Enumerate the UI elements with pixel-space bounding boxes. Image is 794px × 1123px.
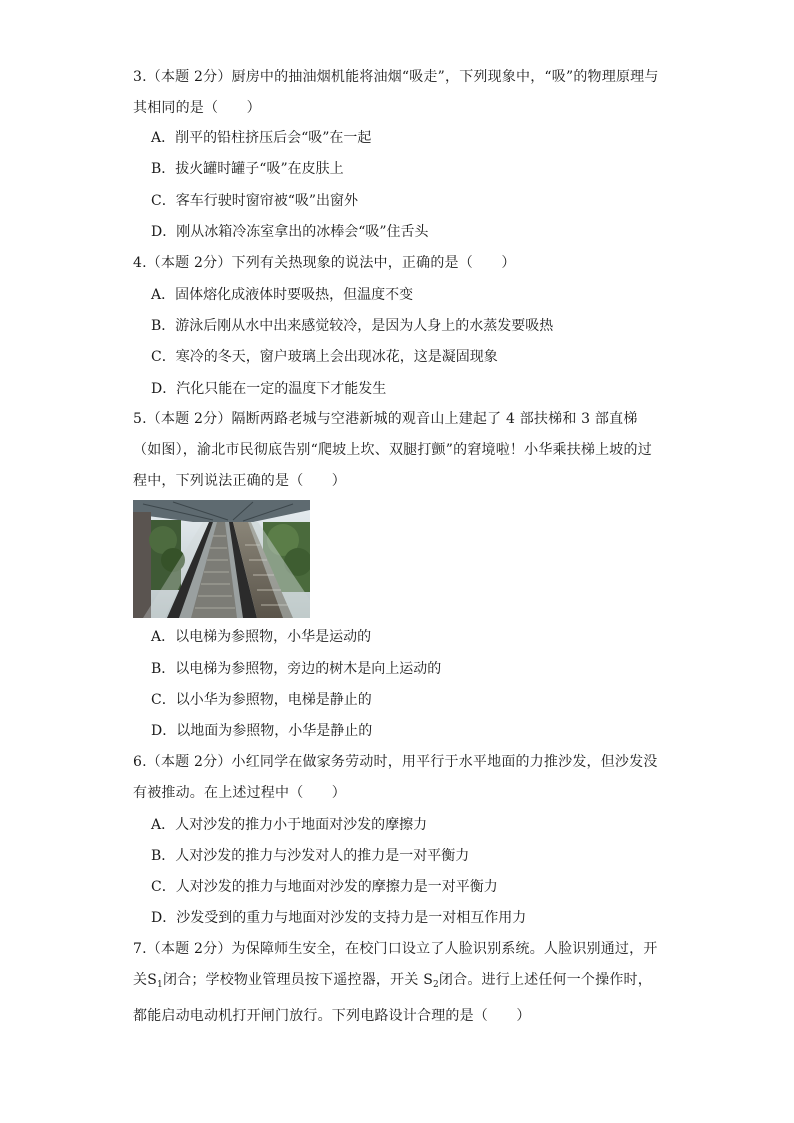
question-3-option-b: B．拔火罐时罐子“吸”在皮肤上 (151, 161, 344, 177)
question-5-option-a: A．以电梯为参照物，小华是运动的 (151, 629, 372, 645)
question-6-option-b: B．人对沙发的推力与沙发对人的推力是一对平衡力 (151, 848, 470, 864)
question-4-option-d: D．汽化只能在一定的温度下才能发生 (151, 381, 387, 397)
question-4-option-c: C．寒冷的冬天，窗户玻璃上会出现冰花，这是凝固现象 (151, 349, 498, 365)
escalator-photo (133, 500, 310, 618)
question-4-stem: 4.（本题 2分）下列有关热现象的说法中，正确的是（ ） (133, 255, 516, 271)
question-7-stem-part-1: 7.（本题 2分）为保障师生安全，在校门口设立了人脸识别系统。人脸识别通过，开关 (133, 941, 658, 988)
question-5-option-d: D．以地面为参照物，小华是静止的 (151, 723, 373, 739)
question-5-option-c: C．以小华为参照物，电梯是静止的 (151, 692, 372, 708)
question-5-option-b: B．以电梯为参照物，旁边的树木是向上运动的 (151, 661, 442, 677)
question-5-stem: 5.（本题 2分）隔断两路老城与空港新城的观音山上建起了 4 部扶梯和 3 部直梯（如图），渝北市民彻底告别“爬坡上坎、双腿打颤”的窘境啦！小华乘扶梯上坡的过程中，下列说法正确的是（ ） (133, 411, 652, 489)
question-3-option-a: A．削平的铅柱挤压后会“吸”在一起 (151, 130, 372, 146)
question-6-option-c: C．人对沙发的推力与地面对沙发的摩擦力是一对平衡力 (151, 879, 498, 895)
question-3-option-c: C．客车行驶时窗帘被“吸”出窗外 (151, 193, 359, 209)
question-3-stem: 3.（本题 2分）厨房中的抽油烟机能将油烟“吸走”，下列现象中，“吸”的物理原理与其相同的是（ ） (133, 69, 659, 116)
switch-s2-label: $S_2$ (423, 972, 439, 990)
question-4-option-b: B．游泳后刚从水中出来感觉较冷，是因为人身上的水蒸发要吸热 (151, 318, 554, 334)
question-7-stem (133, 934, 665, 1032)
question-6-option-a: A．人对沙发的推力小于地面对沙发的摩擦力 (151, 817, 428, 833)
question-4-option-a: A．固体熔化成液体时要吸热，但温度不变 (151, 287, 414, 303)
switch-s1-label: $S_1$ (147, 972, 163, 990)
question-6-stem: 6.（本题 2分）小红同学在做家务劳动时，用平行于水平地面的力推沙发，但沙发没有被推动。在上述过程中（ ） (133, 754, 658, 801)
question-3-option-d: D．刚从冰箱冷冻室拿出的冰棒会“吸”住舌头 (151, 224, 429, 240)
question-7-stem-part-2: 闭合；学校物业管理员按下遥控器，开关 (162, 972, 424, 988)
question-6-option-d: D．沙发受到的重力与地面对沙发的支持力是一对相互作用力 (151, 910, 527, 926)
question-7-stem-part-3: 闭合。进行上述任何一个操作时，都能启动电动机打开闸门放行。下列电路设计合理的是（ ） (133, 972, 652, 1024)
